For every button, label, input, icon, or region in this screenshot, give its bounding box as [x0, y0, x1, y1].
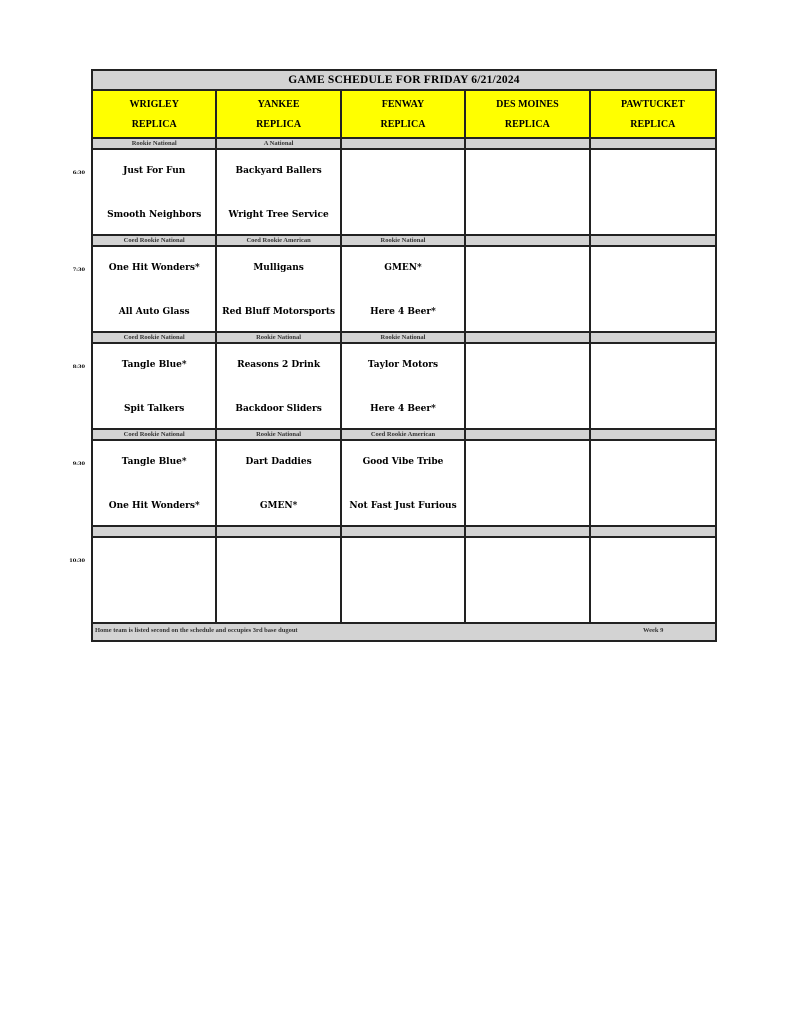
home-team: Here 4 Beer* [370, 307, 436, 317]
game-cell [217, 344, 341, 430]
division-label: Coed Rookie National [93, 430, 217, 441]
game-cell [342, 344, 466, 430]
division-label [93, 527, 217, 538]
field-name: PAWTUCKET [620, 98, 685, 110]
game-cell [342, 247, 466, 333]
division-label: Rookie National [342, 333, 466, 344]
home-team: Not Fast Just Furious [349, 501, 457, 511]
away-team: Dart Daddies [245, 457, 312, 467]
division-label: Coed Rookie National [93, 236, 217, 247]
field-name: FENWAY [381, 98, 425, 110]
division-label: Coed Rookie American [342, 430, 466, 441]
game-cell [93, 247, 217, 333]
game-cell [217, 247, 341, 333]
field-sub: REPLICA [630, 118, 676, 130]
home-team: Spit Talkers [124, 404, 185, 414]
time-label: 10:30 [69, 558, 85, 564]
division-row [93, 333, 715, 344]
home-team: Smooth Neighbors [107, 210, 202, 220]
away-team: Good Vibe Tribe [362, 457, 444, 467]
footer-row [93, 624, 715, 640]
game-cell [93, 344, 217, 430]
division-label [342, 139, 466, 150]
division-label [591, 430, 715, 441]
game-cell [591, 247, 715, 333]
field-name: WRIGLEY [129, 98, 179, 110]
division-label [466, 139, 590, 150]
game-cell [217, 441, 341, 527]
division-row [93, 527, 715, 538]
division-label [342, 527, 466, 538]
field-name: YANKEE [257, 98, 300, 110]
division-label: Rookie National [217, 333, 341, 344]
division-label: Rookie National [93, 139, 217, 150]
game-cell [466, 344, 590, 430]
away-team: Taylor Motors [367, 360, 439, 370]
time-slots [93, 139, 715, 624]
field-sub: REPLICA [256, 118, 302, 130]
division-label [591, 527, 715, 538]
game-cell [591, 150, 715, 236]
home-team: One Hit Wonders* [108, 501, 200, 511]
away-team: Tangle Blue* [121, 360, 187, 370]
division-row [93, 139, 715, 150]
division-label: Rookie National [217, 430, 341, 441]
away-team: Reasons 2 Drink [237, 360, 321, 370]
game-cell [591, 344, 715, 430]
game-cell [342, 150, 466, 236]
home-team: Red Bluff Motorsports [222, 307, 336, 317]
division-label [591, 139, 715, 150]
division-label [591, 333, 715, 344]
division-label: Rookie National [342, 236, 466, 247]
game-cell [591, 441, 715, 527]
time-label: 7:30 [72, 267, 85, 273]
division-row [93, 430, 715, 441]
field-name: DES MOINES [496, 98, 559, 110]
field-header-pawtucket [591, 91, 715, 139]
division-label [466, 527, 590, 538]
game-cell [466, 247, 590, 333]
field-sub: REPLICA [131, 118, 177, 130]
away-team: One Hit Wonders* [108, 263, 200, 273]
division-row [93, 236, 715, 247]
game-cell [466, 441, 590, 527]
away-team: Mulligans [253, 263, 304, 273]
footer-note: Home team is listed second on the schedule and occupies 3rd base dugout [95, 627, 298, 634]
home-team: Backdoor Sliders [235, 404, 322, 414]
time-label: 6:30 [72, 170, 85, 176]
division-label [217, 527, 341, 538]
game-cell [93, 538, 217, 624]
game-row [93, 538, 715, 624]
division-label: Coed Rookie National [93, 333, 217, 344]
field-header-row [93, 91, 715, 139]
game-cell [217, 150, 341, 236]
schedule-title: GAME SCHEDULE FOR FRIDAY 6/21/2024 [93, 71, 715, 91]
schedule-sheet [91, 69, 717, 642]
away-team: Just For Fun [123, 166, 186, 176]
week-label: Week 9 [643, 627, 664, 634]
home-team: All Auto Glass [118, 307, 190, 317]
game-cell [342, 538, 466, 624]
division-label: Coed Rookie American [217, 236, 341, 247]
away-team: Tangle Blue* [121, 457, 187, 467]
field-header-wrigley [93, 91, 217, 139]
home-team: GMEN* [259, 501, 298, 511]
away-team: GMEN* [384, 263, 422, 273]
game-cell [93, 150, 217, 236]
game-cell [591, 538, 715, 624]
game-row [93, 441, 715, 527]
game-row [93, 247, 715, 333]
division-label [466, 333, 590, 344]
game-cell [466, 150, 590, 236]
time-label: 9:30 [72, 461, 85, 467]
home-team: Wright Tree Service [228, 210, 329, 220]
away-team: Backyard Ballers [235, 166, 322, 176]
game-row [93, 344, 715, 430]
field-header-fenway [342, 91, 466, 139]
division-label [591, 236, 715, 247]
home-team: Here 4 Beer* [370, 404, 436, 414]
field-sub: REPLICA [380, 118, 426, 130]
game-cell [217, 538, 341, 624]
field-sub: REPLICA [504, 118, 550, 130]
time-label: 8:30 [72, 364, 85, 370]
game-row [93, 150, 715, 236]
game-cell [342, 441, 466, 527]
game-cell [93, 441, 217, 527]
division-label [466, 430, 590, 441]
field-header-yankee [217, 91, 341, 139]
game-cell [466, 538, 590, 624]
field-header-des-moines [466, 91, 590, 139]
division-label: A National [217, 139, 341, 150]
division-label [466, 236, 590, 247]
